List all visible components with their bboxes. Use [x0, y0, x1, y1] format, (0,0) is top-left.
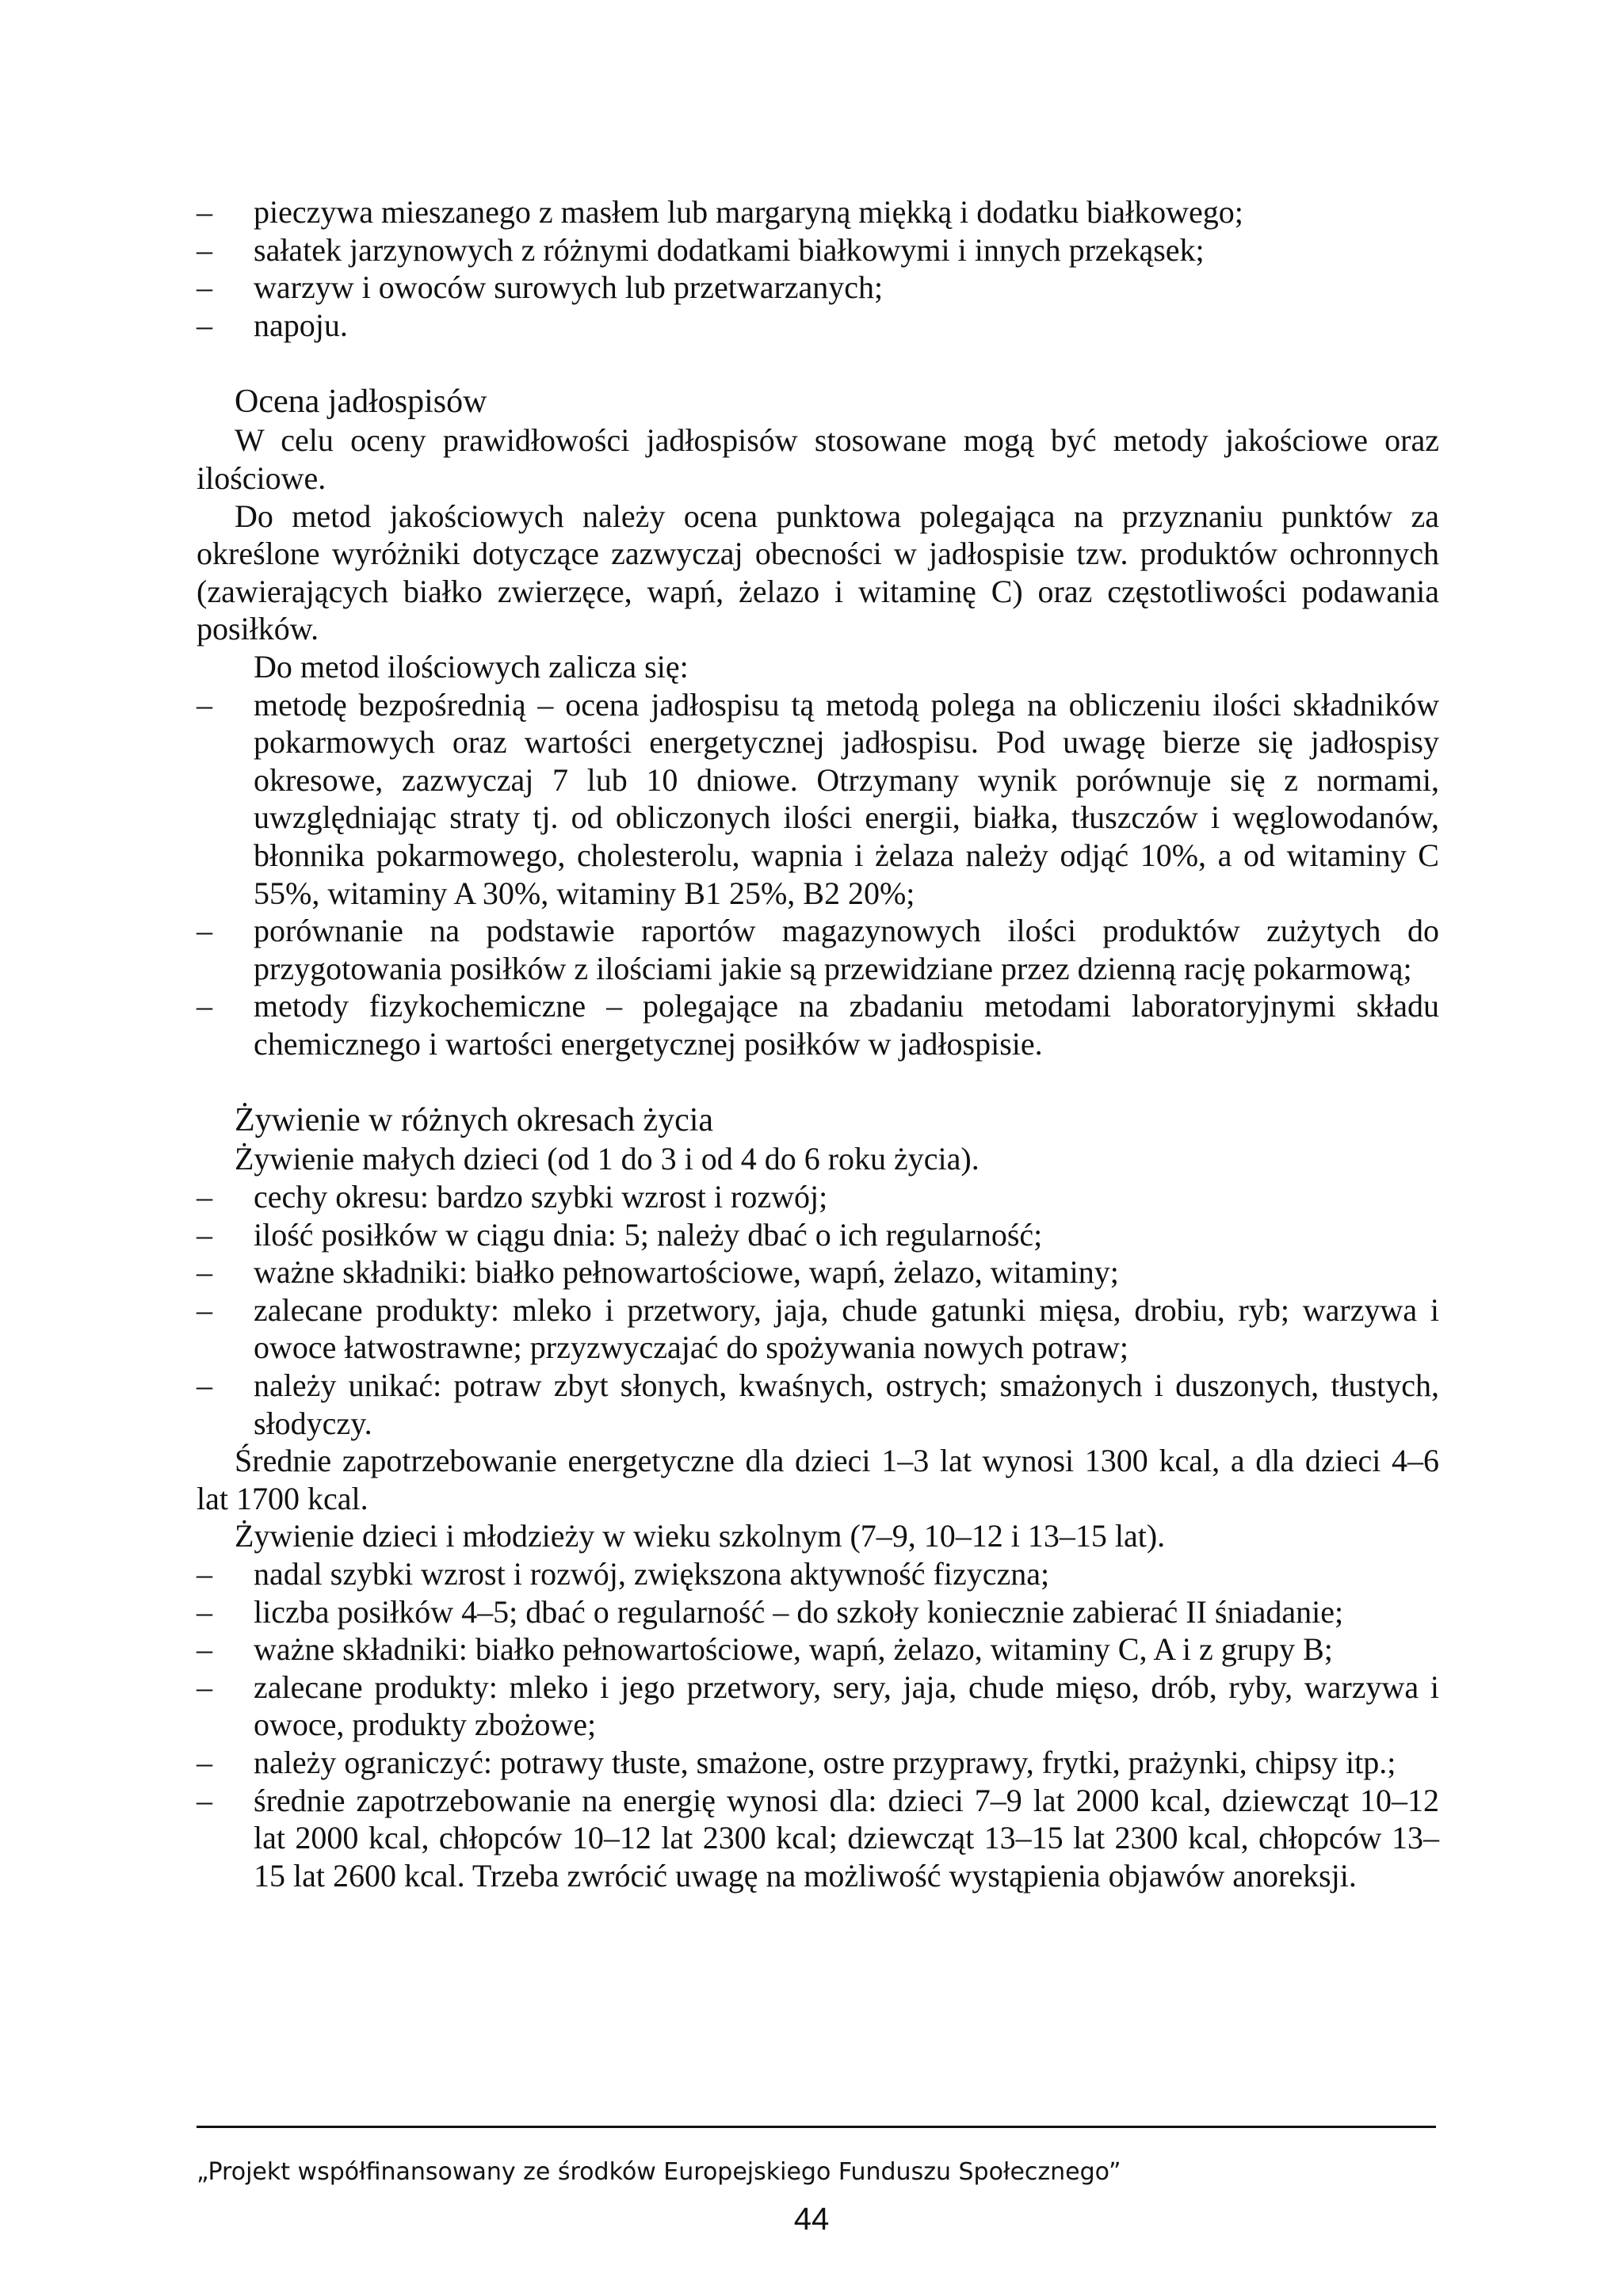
- dash-bullet: –: [197, 1556, 212, 1592]
- list-item: – nadal szybki wzrost i rozwój, zwiększona aktywność fizyczna;: [197, 1556, 1050, 1592]
- list-item: – sałatek jarzynowych z różnymi dodatkami białkowymi i innych przekąsek;: [197, 231, 1205, 268]
- list-item: – metodę bezpośrednią – ocena jadłospisu tą metodą polega na obliczeniu ilości składników pokarmowych oraz wartości energetycznej jadłospisu. Pod uwagę bierze się jadłospisy okresowe, zazwyczaj 7 lub 10 dniowe. Otrzymany wynik porównuje się z normami, uwzględniając straty tj. od obliczonych ilości energii, białka, tłuszczów i węglowodanów, błonnika pokarmowego, cholesterolu, wapnia i żelaza należy odjąć 10%, a od witaminy C 55%, witaminy A 30%, witaminy B1 25%, B2 20%;: [197, 686, 1439, 911]
- list-item: – porównanie na podstawie raportów magazynowych ilości produktów zużytych do przygotowania posiłków z ilościami jakie są przewidziane przez dzienną rację pokarmową;: [197, 913, 1439, 986]
- list-item: – metody fizykochemiczne – polegające na zbadaniu metodami laboratoryjnymi składu chemicznego i wartości energetycznej posiłków w jadłospisie.: [197, 988, 1439, 1062]
- list-item: – pieczywa mieszanego z masłem lub margaryną miękką i dodatku białkowego;: [197, 194, 1243, 230]
- text-column: [197, 193, 1439, 1894]
- dash-bullet: –: [197, 1744, 212, 1780]
- dash-bullet: –: [197, 1179, 212, 1215]
- subheading: Żywienie dzieci i młodzieży w wieku szkolnym (7–9, 10–12 i 13–15 lat).: [235, 1518, 1166, 1554]
- dash-bullet: –: [197, 686, 212, 723]
- list-item: – napoju.: [197, 307, 348, 343]
- footer-text: „Projekt współfinansowany ze środków Europejskiego Funduszu Społecznego”: [197, 2158, 1121, 2186]
- dash-bullet: –: [197, 1216, 212, 1253]
- dash-bullet: –: [197, 307, 212, 343]
- list-item: – średnie zapotrzebowanie na energię wynosi dla: dzieci 7–9 lat 2000 kcal, dziewcząt 10–12 lat 2000 kcal, chłopców 10–12 lat 2300 kcal; dziewcząt 13–15 lat 2300 kcal, chłopców 13–15 lat 2600 kcal. Trzeba zwrócić uwagę na możliwość wystąpienia objawów anoreksji.: [197, 1782, 1439, 1894]
- intro-list: [197, 193, 1439, 344]
- list-item: – zalecane produkty: mleko i jego przetwory, sery, jaja, chude mięso, drób, ryby, warzywa i owoce, produkty zbożowe;: [197, 1669, 1439, 1743]
- page-number: 44: [793, 2202, 830, 2237]
- dash-bullet: –: [197, 269, 212, 306]
- dash-bullet: –: [197, 231, 212, 268]
- dash-bullet: –: [197, 194, 212, 230]
- dash-bullet: –: [197, 1291, 212, 1328]
- footer-divider: [197, 2126, 1436, 2128]
- dash-bullet: –: [197, 1254, 212, 1291]
- small-children-list: [197, 1178, 1439, 1442]
- list-item: – liczba posiłków 4–5; dbać o regularność – do szkoły koniecznie zabierać II śniadanie;: [197, 1593, 1344, 1630]
- section-heading-zywienie: Żywienie w różnych okresach życia: [235, 1102, 714, 1139]
- dash-bullet: –: [197, 1367, 212, 1404]
- list-item: – należy ograniczyć: potrawy tłuste, smażone, ostre przyprawy, frytki, prażynki, chipsy itp.;: [197, 1744, 1396, 1780]
- dash-bullet: –: [197, 1593, 212, 1630]
- methods-list: [197, 686, 1439, 1063]
- dash-bullet: –: [197, 913, 212, 949]
- list-item: – cechy okresu: bardzo szybki wzrost i rozwój;: [197, 1179, 828, 1215]
- list-item: – ważne składniki: białko pełnowartościowe, wapń, żelazo, witaminy;: [197, 1254, 1119, 1291]
- list-item: – warzyw i owoców surowych lub przetwarzanych;: [197, 269, 884, 306]
- dash-bullet: –: [197, 1782, 212, 1818]
- school-children-list: [197, 1555, 1439, 1894]
- paragraph: Średnie zapotrzebowanie energetyczne dla dzieci 1–3 lat wynosi 1300 kcal, a dla dzieci 4–6 lat 1700 kcal.: [197, 1443, 1439, 1516]
- paragraph: W celu oceny prawidłowości jadłospisów stosowane mogą być metody jakościowe oraz ilościowe.: [197, 422, 1439, 496]
- dash-bullet: –: [197, 1631, 212, 1668]
- list-item: – zalecane produkty: mleko i przetwory, jaja, chude gatunki mięsa, drobiu, ryb; warzywa i owoce łatwostrawne; przyzwyczajać do spożywania nowych potraw;: [197, 1291, 1439, 1366]
- dash-bullet: –: [197, 1669, 212, 1705]
- paragraph: Do metod jakościowych należy ocena punktowa polegająca na przyznaniu punktów za określone wyróżniki dotyczące zazwyczaj obecności w jadłospisie tzw. produktów ochronnych (zawierających białko zwierzęce, wapń, żelazo i witaminę C) oraz częstotliwości podawania posiłków.: [197, 498, 1439, 647]
- list-item: – ważne składniki: białko pełnowartościowe, wapń, żelazo, witaminy C, A i z grupy B;: [197, 1631, 1333, 1668]
- paragraph: Do metod ilościowych zalicza się:: [254, 648, 689, 685]
- section-heading-ocena: Ocena jadłospisów: [235, 383, 487, 421]
- dash-bullet: –: [197, 988, 212, 1024]
- list-item: – ilość posiłków w ciągu dnia: 5; należy dbać o ich regularność;: [197, 1216, 1043, 1253]
- list-item: – należy unikać: potraw zbyt słonych, kwaśnych, ostrych; smażonych i duszonych, tłustych, słodyczy.: [197, 1367, 1439, 1441]
- subheading: Żywienie małych dzieci (od 1 do 3 i od 4 do 6 roku życia).: [235, 1141, 980, 1177]
